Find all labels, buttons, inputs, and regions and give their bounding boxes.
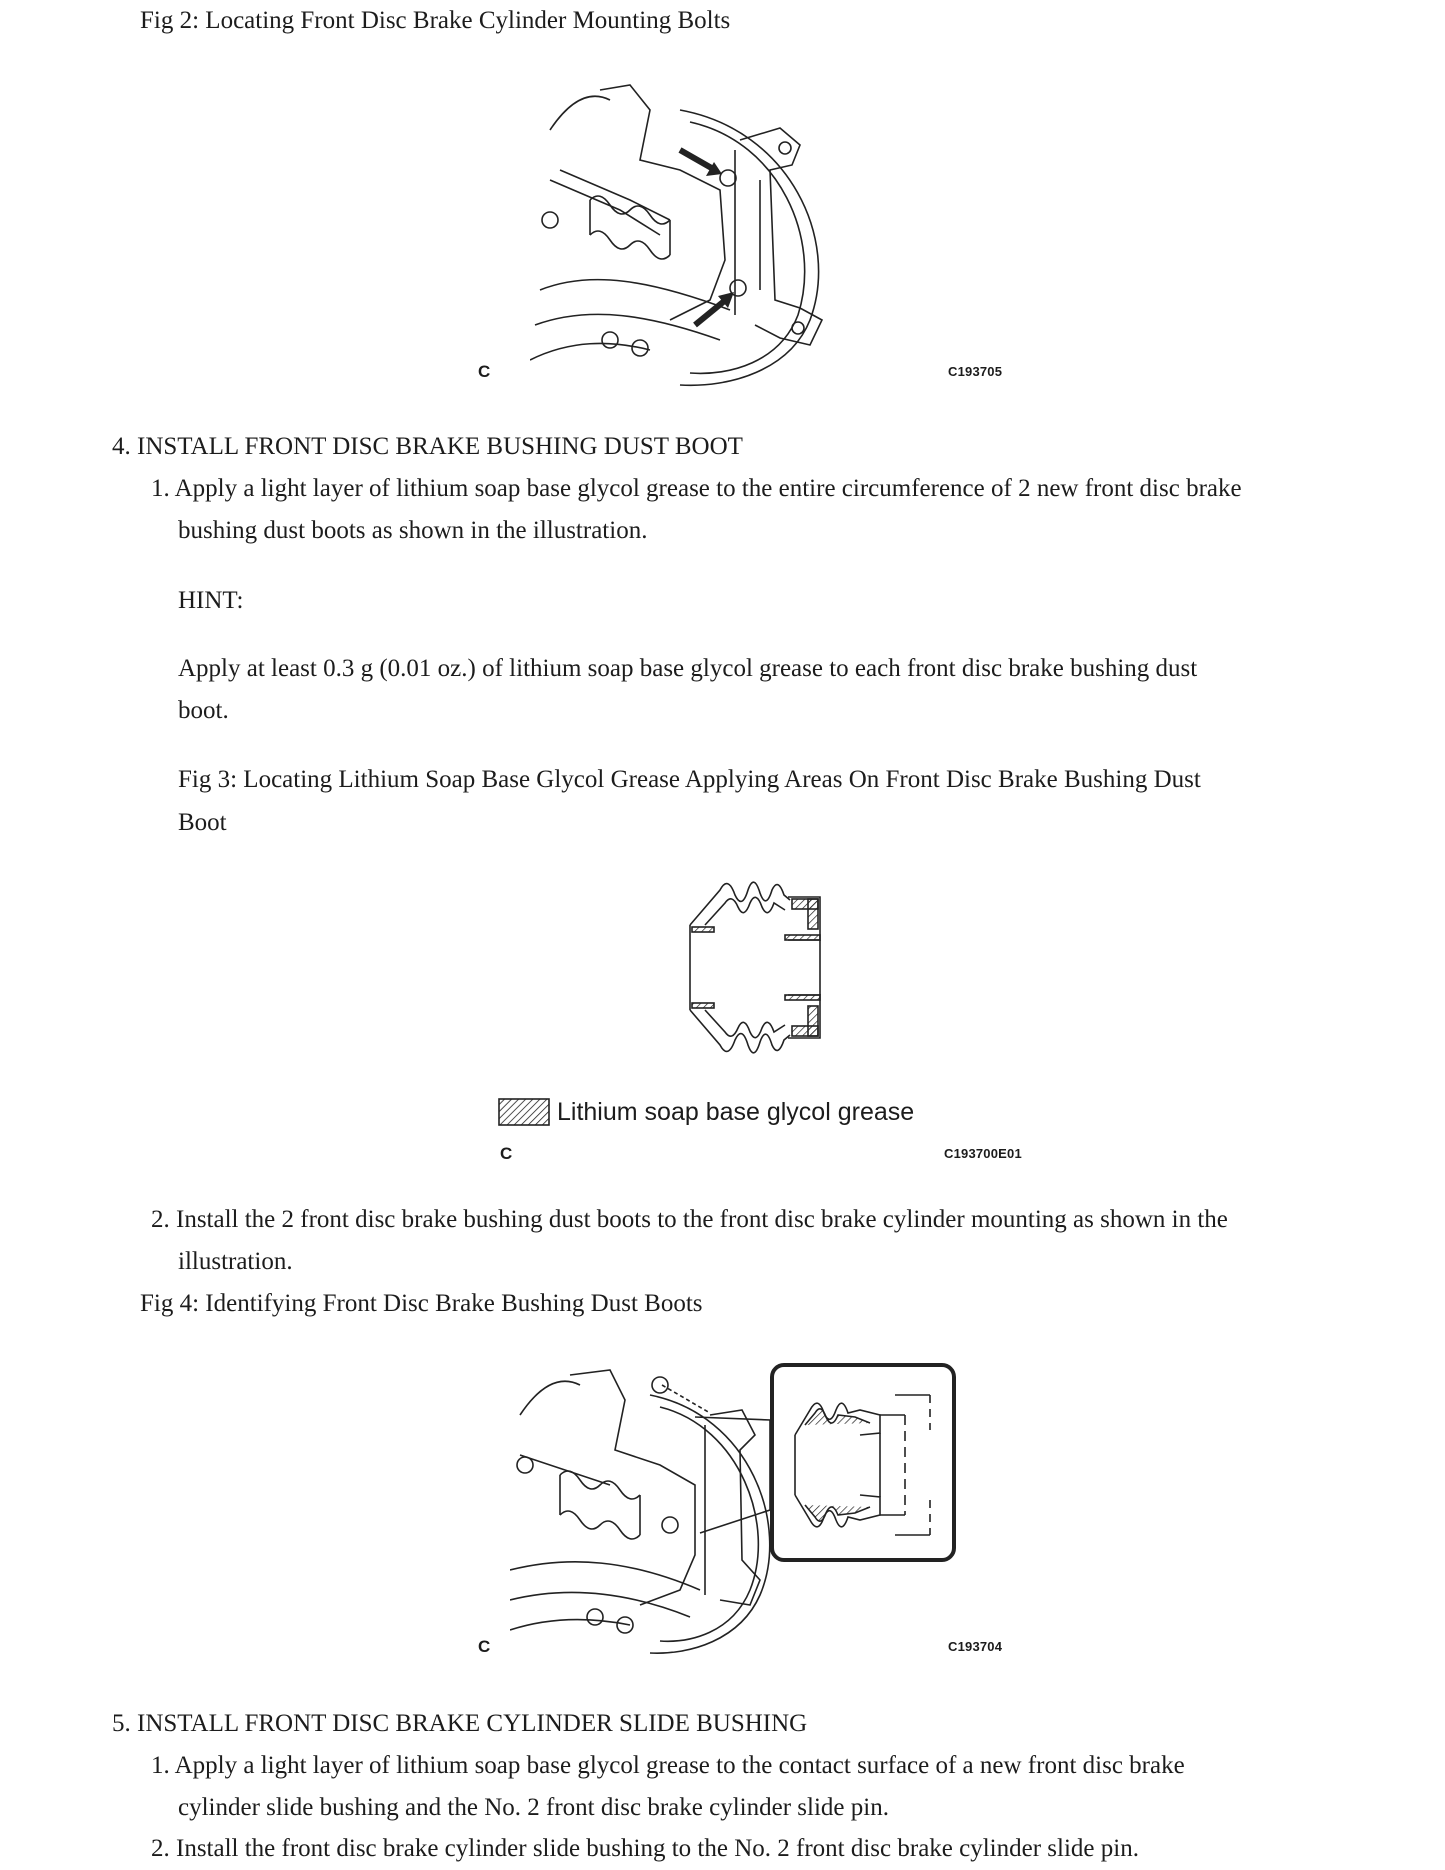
step4-sub2-line2: illustration.: [178, 1248, 293, 1275]
fig4-caption: Fig 4: Identifying Front Disc Brake Bushing Dust Boots: [140, 1290, 703, 1317]
fig4-code: C193704: [948, 1639, 1003, 1654]
step4-hint-line2: boot.: [178, 697, 229, 724]
fig3-caption-line2: Boot: [178, 809, 227, 836]
fig3-legend-swatch: [498, 1098, 550, 1126]
step4-hint-line1: Apply at least 0.3 g (0.01 oz.) of lithium soap base glycol grease to each front disc brake bushing dust: [178, 655, 1198, 682]
step5-sub2: 2. Install the front disc brake cylinder slide bushing to the No. 2 front disc brake cylinder slide pin.: [151, 1835, 1139, 1862]
step4-sub1-line1: 1. Apply a light layer of lithium soap base glycol grease to the entire circumference of 2 new front disc brake: [151, 475, 1242, 502]
step5-sub1-line1: 1. Apply a light layer of lithium soap base glycol grease to the contact surface of a new front disc brake: [151, 1752, 1185, 1779]
step4-heading: 4. INSTALL FRONT DISC BRAKE BUSHING DUST BOOT: [112, 433, 743, 460]
fig2-caption: Fig 2: Locating Front Disc Brake Cylinder Mounting Bolts: [140, 7, 731, 34]
step4-hint-label: HINT:: [178, 587, 244, 614]
fig4-corner-label: C: [478, 1637, 491, 1656]
step5-sub1-line2: cylinder slide bushing and the No. 2 front disc brake cylinder slide pin.: [178, 1794, 889, 1821]
fig3-corner-label: C: [500, 1144, 513, 1163]
fig4-illustration: [510, 1355, 1003, 1655]
fig3-caption-line1: Fig 3: Locating Lithium Soap Base Glycol Grease Applying Areas On Front Disc Brake Bushing Dust: [178, 766, 1201, 793]
step4-sub2-line1: 2. Install the 2 front disc brake bushing dust boots to the front disc brake cylinder mounting as shown in the: [151, 1206, 1228, 1233]
step4-sub1-line2: bushing dust boots as shown in the illustration.: [178, 517, 648, 544]
fig2-illustration: [530, 70, 850, 390]
step5-heading: 5. INSTALL FRONT DISC BRAKE CYLINDER SLIDE BUSHING: [112, 1710, 808, 1737]
fig3-illustration: [680, 875, 840, 1060]
fig3-code: C193700E01: [944, 1146, 1022, 1161]
fig2-code: C193705: [948, 364, 1003, 379]
fig3-legend-text: Lithium soap base glycol grease: [557, 1098, 915, 1126]
fig2-corner-label: C: [478, 362, 491, 381]
